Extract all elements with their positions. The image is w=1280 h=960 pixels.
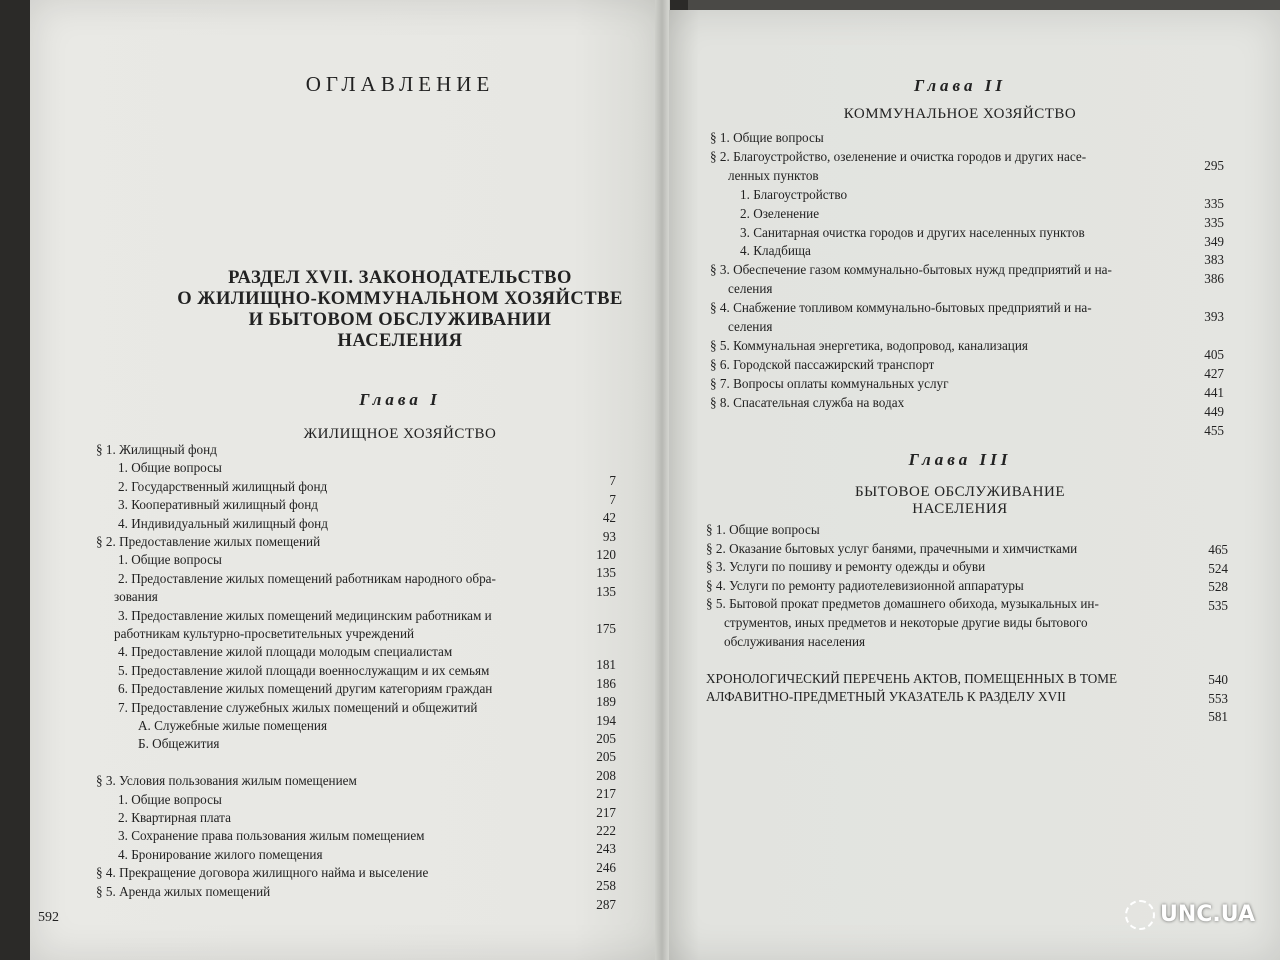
chapter-1-label: Глава I (359, 390, 441, 409)
toc-entry: § 4. Снабжение топливом коммунально-бытовых предприятий и на- (710, 300, 1092, 316)
toc-entry: 2. Предоставление жилых помещений работникам народного обра- (118, 570, 496, 586)
toc-page-number: 186 (596, 675, 616, 691)
toc-page-number: 222 (596, 823, 616, 838)
toc-page-number: 181 (596, 657, 616, 673)
chapter-3-name-line: БЫТОВОЕ ОБСЛУЖИВАНИЕ (854, 484, 1065, 500)
page-number: 592 (38, 910, 59, 925)
toc-page-number: 441 (1204, 384, 1224, 400)
toc-entry: 6. Предоставление жилых помещений другим категориям граждан (118, 681, 493, 697)
toc-page-number: 7 (609, 491, 616, 507)
chapter-2-name: КОММУНАЛЬНОЕ ХОЗЯЙСТВО (843, 106, 1077, 122)
toc-entry: 4. Предоставление жилой площади молодым специалистам (118, 644, 453, 660)
toc-entry: § 1. Общие вопросы (710, 130, 824, 145)
toc-page-number: 243 (596, 841, 616, 857)
toc-page-number: 208 (596, 767, 616, 783)
toc-entry: § 2. Благоустройство, озеленение и очистка городов и других насе- (710, 148, 1087, 164)
watermark: UNC.UA (1160, 902, 1255, 927)
toc-entry: § 1. Жилищный фонд (96, 442, 217, 457)
toc-entry: 7. Предоставление служебных жилых помещений и общежитий (118, 699, 478, 715)
toc-page-number: 175 (596, 620, 616, 636)
section-title-line: НАСЕЛЕНИЯ (337, 331, 463, 351)
toc-entry: зования (114, 589, 158, 605)
toc-page-number: 217 (596, 786, 616, 802)
toc-page-number: 135 (596, 565, 616, 581)
toc-entry: селения (728, 281, 773, 297)
toc-entry: 2. Квартирная плата (118, 810, 231, 825)
toc-entry: § 5. Бытовой прокат предметов домашнего обихода, музыкальных ин- (706, 596, 1099, 612)
toc-page-number: 581 (1208, 709, 1228, 725)
toc-entry: ХРОНОЛОГИЧЕСКИЙ ПЕРЕЧЕНЬ АКТОВ, ПОМЕЩЕННЫХ В ТОМЕ (706, 670, 1118, 686)
toc-page-number: 205 (596, 749, 616, 765)
toc-entry: 1. Общие вопросы (118, 791, 222, 807)
toc-entry: § 7. Вопросы оплаты коммунальных услуг (710, 375, 949, 391)
toc-entry: 3. Предоставление жилых помещений медицинским работникам и (118, 607, 492, 623)
chapter-3-name-line: НАСЕЛЕНИЯ (912, 501, 1008, 517)
toc-page-number: 93 (602, 528, 616, 544)
toc-entry: 5. Предоставление жилой площади военнослужащим и их семьям (118, 662, 490, 678)
toc-page-number: 386 (1204, 271, 1224, 287)
toc-page-number: 383 (1204, 252, 1224, 268)
toc-entry: ленных пунктов (728, 167, 819, 183)
toc-entry: 3. Санитарная очистка городов и других населенных пунктов (740, 224, 1085, 240)
toc-entry: § 8. Спасательная служба на водах (710, 394, 905, 410)
toc-page-number: 335 (1204, 195, 1224, 211)
toc-page-number: 455 (1204, 422, 1224, 438)
toc-page-number: 535 (1208, 597, 1228, 613)
watermark-icon (1125, 900, 1155, 930)
toc-page-number: 405 (1204, 346, 1224, 362)
toc-entry: 1. Общие вопросы (118, 460, 222, 476)
toc-page-number: 553 (1208, 690, 1228, 706)
toc-entry: § 4. Услуги по ремонту радиотелевизионной аппаратуры (706, 577, 1024, 593)
section-title-line: О ЖИЛИЩНО-КОММУНАЛЬНОМ ХОЗЯЙСТВЕ (177, 289, 623, 309)
chapter-3-label: Глава III (908, 450, 1012, 469)
toc-page-number: 135 (596, 583, 616, 599)
toc-page-number: 349 (1204, 233, 1224, 249)
section-title (150, 268, 650, 352)
toc-entry: 1. Благоустройство (740, 186, 848, 202)
toc-page-number: 524 (1208, 560, 1228, 576)
toc-entry: 1. Общие вопросы (118, 552, 222, 568)
toc-page-number: 217 (596, 804, 616, 820)
toc-page-number: 194 (596, 712, 616, 728)
chapter-2-label: Глава II (913, 76, 1007, 95)
toc-page-number: 427 (1204, 365, 1224, 381)
toc-entry: § 6. Городской пассажирский транспорт (710, 356, 935, 372)
toc-entry: работникам культурно-просветительных учреждений (114, 626, 415, 641)
toc-page-number: 540 (1208, 672, 1228, 688)
toc-entry: 4. Бронирование жилого помещения (118, 846, 323, 862)
section-title-line: РАЗДЕЛ XVII. ЗАКОНОДАТЕЛЬСТВО (228, 268, 572, 288)
toc-page-number: 449 (1204, 403, 1224, 419)
toc-page-number: 205 (596, 731, 616, 746)
toc-page-number: 528 (1208, 579, 1228, 595)
toc-page-number: 258 (596, 878, 616, 894)
toc-entry: 4. Индивидуальный жилищный фонд (118, 515, 328, 531)
toc-entry: 4. Кладбища (740, 243, 811, 259)
toc-entry: § 2. Предоставление жилых помещений (96, 534, 321, 549)
toc-entry: § 1. Общие вопросы (706, 522, 820, 537)
toc-page-number: 189 (596, 694, 616, 710)
toc-entry: § 4. Прекращение договора жилищного найма и выселение (96, 865, 429, 881)
toc-page-number: 465 (1208, 542, 1228, 557)
toc-page-number: 335 (1204, 214, 1224, 230)
section-title-line: И БЫТОВОМ ОБСЛУЖИВАНИИ (248, 310, 552, 330)
toc-title: ОГЛАВЛЕНИЕ (305, 72, 495, 96)
toc-entry: § 3. Условия пользования жилым помещением (96, 773, 357, 789)
toc-entry: § 3. Услуги по пошиву и ремонту одежды и обуви (706, 559, 986, 575)
chapter-3-name (780, 484, 1140, 518)
toc-entry: 2. Озеленение (740, 205, 820, 221)
chapter-1-name: ЖИЛИЩНОЕ ХОЗЯЙСТВО (303, 426, 497, 442)
toc-page-number: 295 (1204, 157, 1224, 173)
toc-page-number: 120 (596, 547, 616, 562)
toc-page-number: 7 (609, 473, 616, 489)
toc-entry: 3. Сохранение права пользования жилым помещением (118, 828, 425, 844)
toc-entry: 2. Государственный жилищный фонд (118, 478, 328, 494)
toc-entry: струментов, иных предметов и некоторые другие виды бытового (724, 615, 1088, 630)
toc-page-number: 287 (596, 896, 616, 912)
toc-page-number: 246 (596, 859, 616, 875)
toc-entry: А. Служебные жилые помещения (138, 718, 328, 733)
book-gutter (655, 0, 669, 960)
toc-entry: обслуживания населения (724, 633, 866, 649)
toc-page-number: 42 (602, 510, 616, 526)
toc-entry: селения (728, 319, 773, 334)
toc-entry: Б. Общежития (138, 736, 220, 752)
toc-entry: § 3. Обеспечение газом коммунально-бытовых нужд предприятий и на- (710, 262, 1112, 278)
toc-entry: 3. Кооперативный жилищный фонд (118, 497, 318, 513)
toc-entry: § 5. Коммунальная энергетика, водопровод, канализация (710, 337, 1028, 353)
toc-entry: § 5. Аренда жилых помещений (96, 883, 271, 899)
toc-entry: § 2. Оказание бытовых услуг банями, прачечными и химчистками (706, 540, 1078, 556)
toc-page-number: 393 (1204, 309, 1224, 325)
toc-entry: АЛФАВИТНО-ПРЕДМЕТНЫЙ УКАЗАТЕЛЬ К РАЗДЕЛУ XVII (706, 689, 1066, 705)
